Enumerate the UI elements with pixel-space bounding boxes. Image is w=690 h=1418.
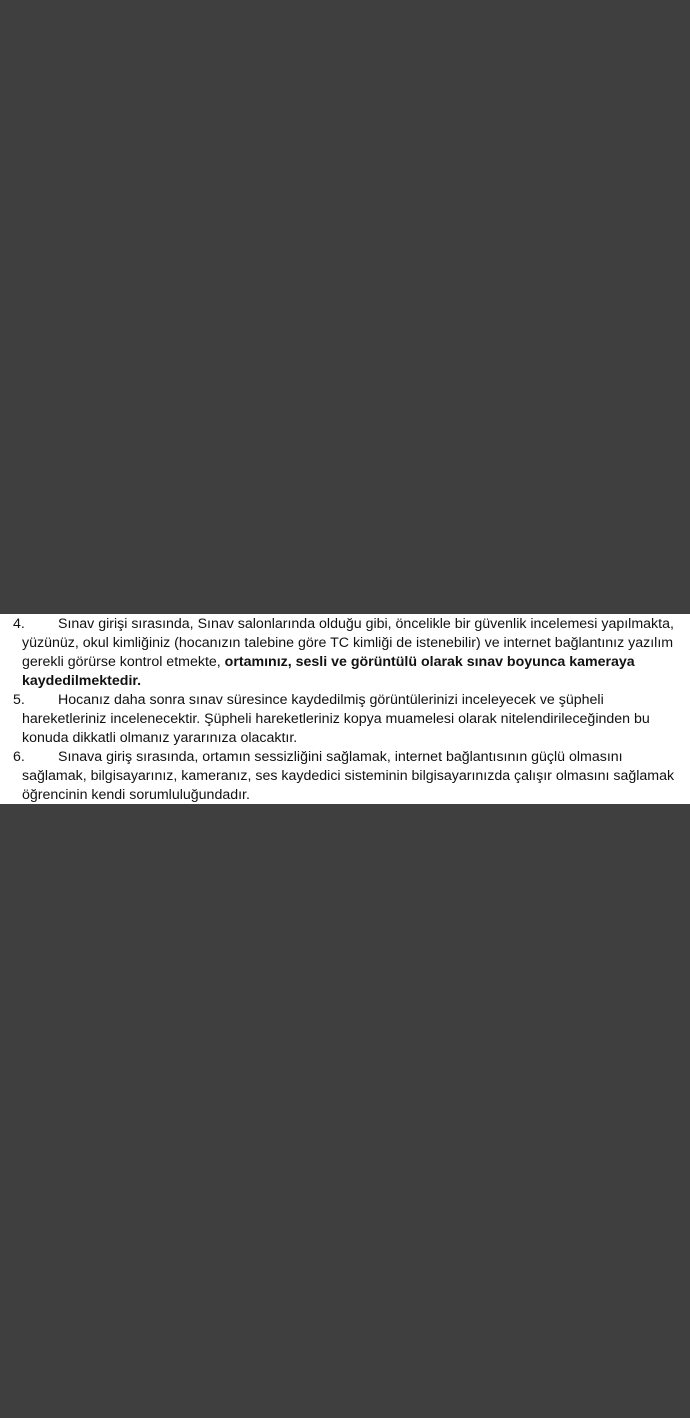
list-item-6 xyxy=(0,748,684,805)
item-text: Sınav girişi sırasında, Sınav salonlarında olduğu gibi, öncelikle bir güvenlik incelemesi yapılmakta, yüzünüz, okul kimliğiniz (hocanızın talebine göre TC kimliği de istenebilir) ve internet bağlantınız yazılım gerekli görürse kontrol etmekte, xyxy=(22,616,674,670)
list-item-4 xyxy=(0,615,684,691)
item-text: Hocanız daha sonra sınav süresince kaydedilmiş görüntülerinizi inceleyecek ve şüpheli hareketleriniz incelenecektir. Şüpheli hareketleriniz kopya muamelesi olarak nitelendirileceğinden bu konuda dikkatli olmanız yararınıza olacaktır. xyxy=(22,692,650,746)
document-excerpt xyxy=(0,614,690,804)
item-number: 4. xyxy=(13,616,25,632)
item-bold-text: ortamınız, sesli ve görüntülü olarak sınav boyunca kameraya kaydedilmektedir. xyxy=(22,654,635,689)
item-number: 6. xyxy=(13,749,25,765)
item-number: 5. xyxy=(13,692,25,708)
list-item-5 xyxy=(0,691,684,748)
item-text: Sınava giriş sırasında, ortamın sessizliğini sağlamak, internet bağlantısının güçlü olmasını sağlamak, bilgisayarınız, kameranız, ses kaydedici sisteminin bilgisayarınızda çalışır olmasını sağlamak öğrencinin kendi sorumluluğundadır. xyxy=(22,749,675,803)
